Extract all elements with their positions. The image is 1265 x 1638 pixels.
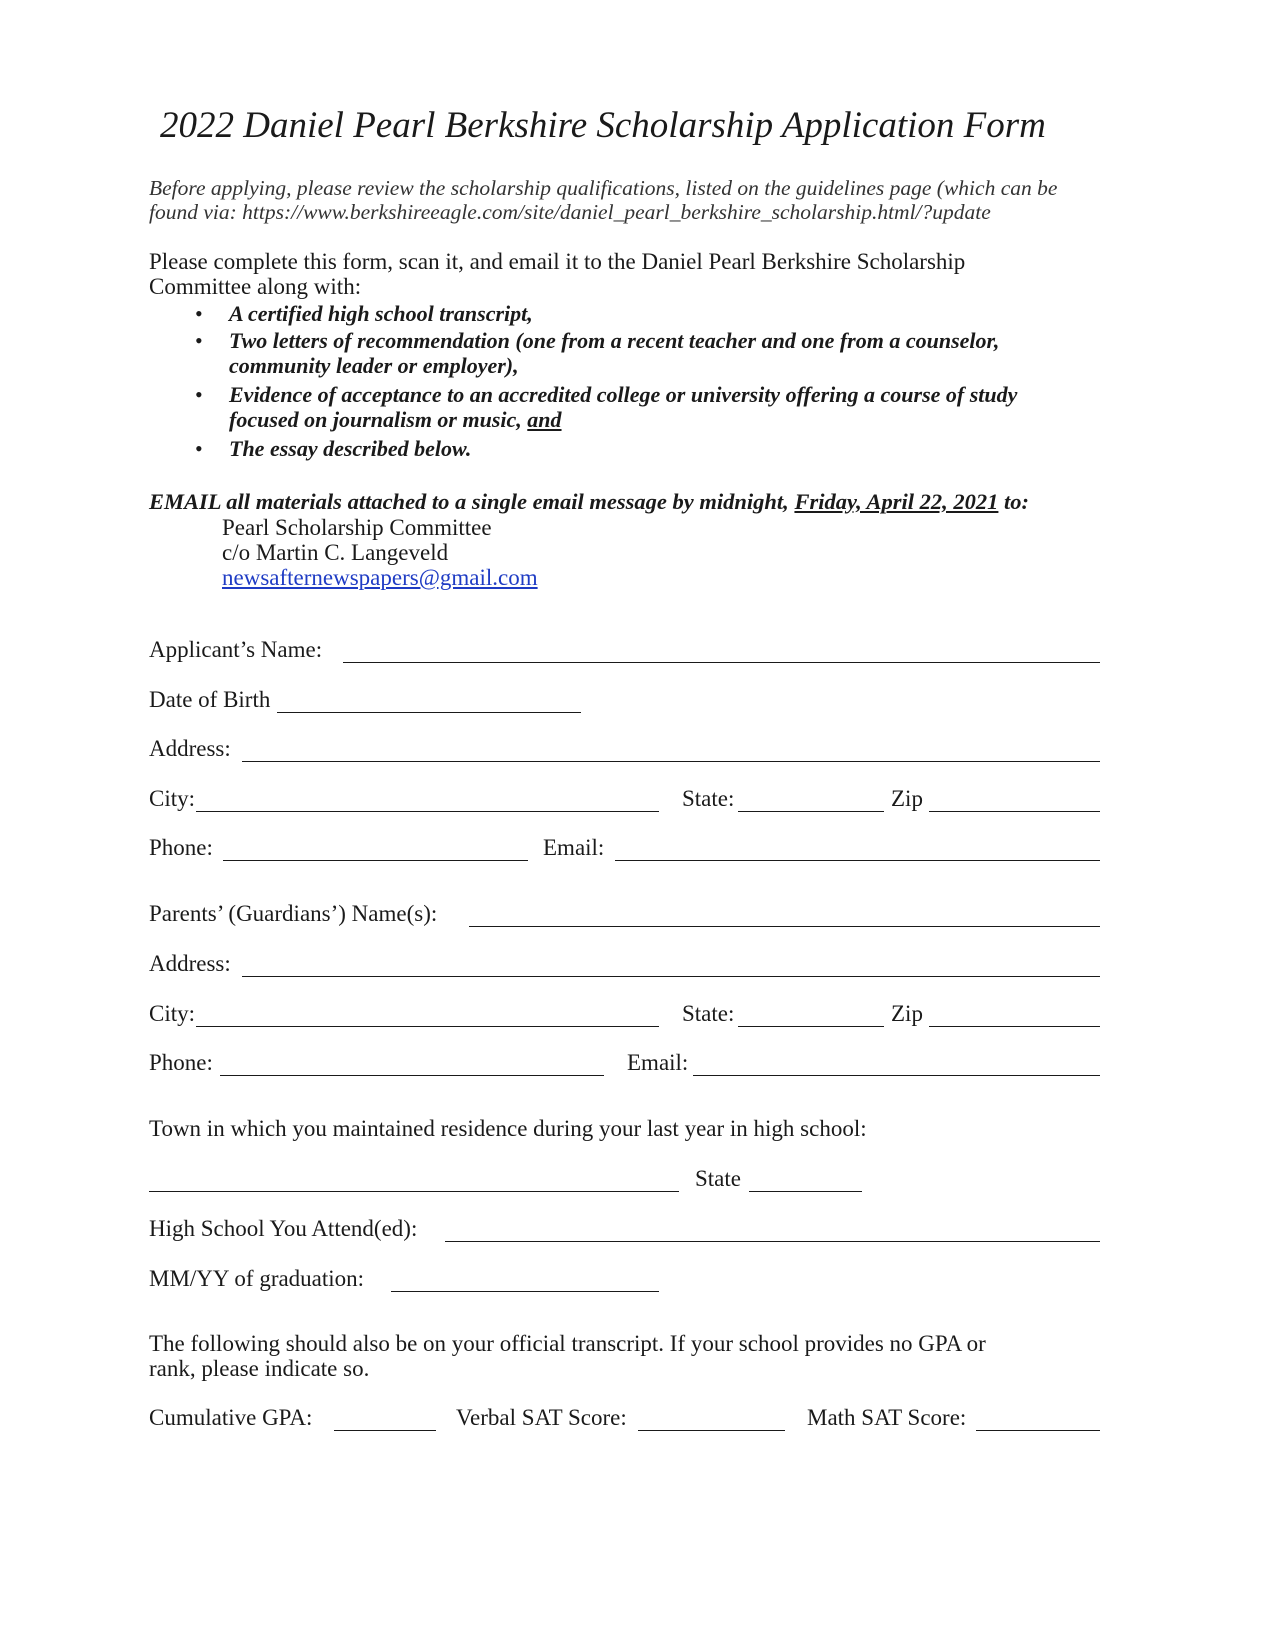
recipient-contact: c/o Martin C. Langeveld [222,540,449,565]
dob-field[interactable] [277,712,581,713]
city-label: City: [149,786,196,811]
transcript-note-line-2: rank, please indicate so. [149,1356,370,1381]
applicant-name-label: Applicant’s Name: [149,637,323,662]
address-label: Address: [149,736,231,761]
graduation-field[interactable] [391,1291,659,1292]
intro-line-1: Before applying, please review the scholarship qualifications, listed on the guidelines page (which can be [149,176,1058,200]
parents-name-field[interactable] [469,926,1100,927]
state-field[interactable] [738,811,884,812]
gpa-field[interactable] [334,1430,436,1431]
transcript-note-line-1: The following should also be on your official transcript. If your school provides no GPA or [149,1331,986,1356]
requirement-essay: The essay described below. [229,436,472,461]
requirement-acceptance-line-2 [229,407,562,433]
verbal-sat-field[interactable] [638,1430,785,1431]
dob-label: Date of Birth [149,687,271,712]
email-field[interactable] [615,860,1100,861]
parent-address-label: Address: [149,951,231,976]
parent-zip-field[interactable] [929,1026,1100,1027]
parent-email-label: Email: [627,1050,689,1075]
parents-name-label: Parents’ (Guardians’) Name(s): [149,901,438,926]
deadline: Friday, April 22, 2021 [794,489,999,514]
gpa-label: Cumulative GPA: [149,1405,313,1430]
email-label: Email: [543,835,605,860]
parent-phone-field[interactable] [220,1075,604,1076]
recipient-email-link[interactable]: newsafternewspapers@gmail.com [222,565,538,590]
requirement-acceptance-line-1: Evidence of acceptance to an accredited college or university offering a course of study [229,382,1018,407]
graduation-label: MM/YY of graduation: [149,1266,365,1291]
state-label: State: [682,786,735,811]
high-school-label: High School You Attend(ed): [149,1216,418,1241]
requirement-and-underlined: and [527,407,562,432]
email-instruction-suffix: to: [998,489,1030,514]
high-school-field[interactable] [445,1241,1100,1242]
instructions-line-1: Please complete this form, scan it, and email it to the Daniel Pearl Berkshire Scholarship [149,249,966,274]
bullet-3: • [195,382,203,407]
town-question: Town in which you maintained residence during your last year in high school: [149,1116,867,1141]
requirement-letters-line-1: Two letters of recommendation (one from a recent teacher and one from a counselor, [229,328,1000,353]
math-sat-label: Math SAT Score: [807,1405,967,1430]
email-instruction [149,489,1029,515]
instructions-line-2: Committee along with: [149,274,362,299]
requirement-letters-line-2: community leader or employer), [229,353,519,378]
requirement-transcript: A certified high school transcript, [229,301,533,326]
email-instruction-prefix: EMAIL all materials attached to a single email message by midnight, [149,489,795,514]
parent-email-field[interactable] [693,1075,1100,1076]
city-field[interactable] [196,811,659,812]
parent-state-label: State: [682,1001,735,1026]
phone-field[interactable] [223,860,528,861]
address-field[interactable] [242,761,1100,762]
parent-state-field[interactable] [738,1026,884,1027]
town-field[interactable] [149,1191,679,1192]
page-title: 2022 Daniel Pearl Berkshire Scholarship Application Form [160,105,1046,146]
parent-zip-label: Zip [891,1001,923,1026]
intro-line-2: found via: https://www.berkshireeagle.com/site/daniel_pearl_berkshire_scholarship.html/?update [149,200,991,224]
town-state-label: State [695,1166,741,1191]
requirement-acceptance-prefix: focused on journalism or music, [229,407,528,432]
bullet-1: • [195,301,203,326]
parent-phone-label: Phone: [149,1050,213,1075]
zip-field[interactable] [929,811,1100,812]
math-sat-field[interactable] [976,1430,1100,1431]
phone-label: Phone: [149,835,213,860]
zip-label: Zip [891,786,923,811]
applicant-name-field[interactable] [343,662,1100,663]
bullet-4: • [195,436,203,461]
bullet-2: • [195,328,203,353]
parent-address-field[interactable] [242,976,1100,977]
verbal-sat-label: Verbal SAT Score: [456,1405,627,1430]
parent-city-field[interactable] [196,1026,659,1027]
parent-city-label: City: [149,1001,196,1026]
recipient-committee: Pearl Scholarship Committee [222,515,492,540]
town-state-field[interactable] [749,1191,862,1192]
